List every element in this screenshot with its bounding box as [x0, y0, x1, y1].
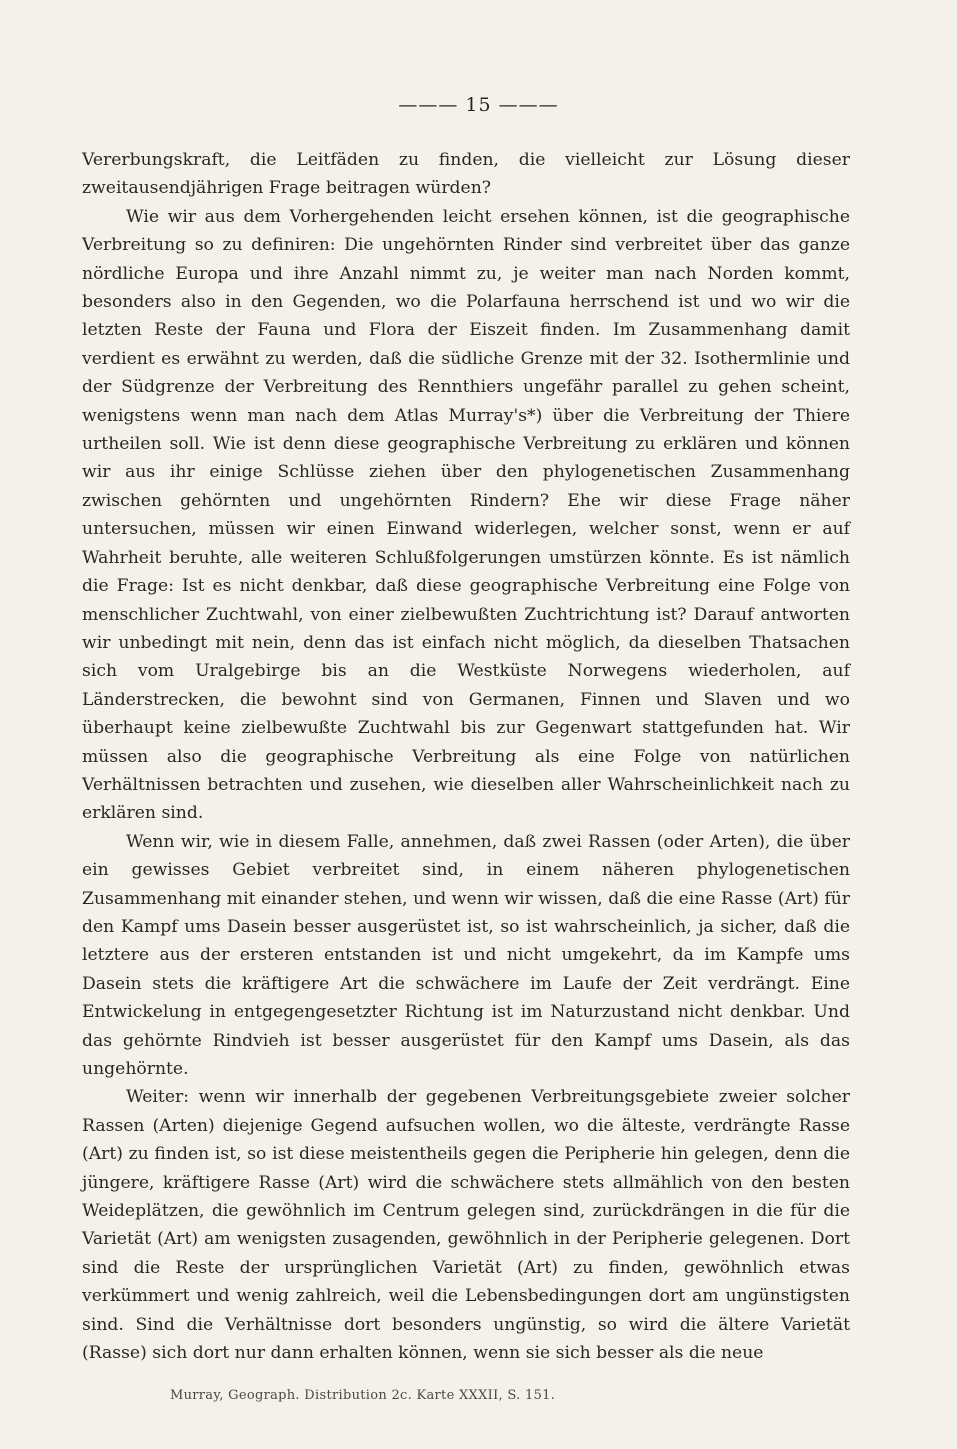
paragraph: Wie wir aus dem Vorhergehenden leicht ersehen können, ist die geographische Verbreitung so zu definiren: Die ungehörnten Rinder sind verbreitet über das ganze nördliche Europa und ihre Anzahl nimmt zu, je weiter man nach Norden kommt, besonders also in den Gegenden, wo die Polarfauna herrschend ist und wo wir die letzten Reste der Fauna und Flora der Eiszeit finden. Im Zusammenhang damit verdient es erwähnt zu werden, daß die südliche Grenze mit der 32. Isothermlinie und der Südgrenze der Verbreitung des Rennthiers ungefähr parallel zu gehen scheint, wenigstens wenn man nach dem Atlas Murray's*) über die Verbreitung der Thiere urtheilen soll. Wie ist denn diese geographische Verbreitung zu erklären und können wir aus ihr einige Schlüsse ziehen über den phylogenetischen Zusammenhang zwischen gehörnten und ungehörnten Rindern? Ehe wir diese Frage näher untersuchen, müssen wir einen Einwand widerlegen, welcher sonst, wenn er auf Wahrheit beruhte, alle weiteren Schlußfolgerungen umstürzen könnte. Es ist nämlich die Frage: Ist es nicht denkbar, daß diese geographische Verbreitung eine Folge von menschlicher Zuchtwahl, von einer zielbewußten Zuchtrichtung ist? Darauf antworten wir unbedingt mit nein, denn das ist einfach nicht möglich, da dieselben Thatsachen sich vom Uralgebirge bis an die Westküste Norwegens wiederholen, auf Länderstrecken, die bewohnt sind von Germanen, Finnen und Slaven und wo überhaupt keine zielbewußte Zuchtwahl bis zur Gegenwart stattgefunden hat. Wir müssen also die geographische Verbreitung als eine Folge von natürlichen Verhältnissen betrachten und zusehen, wie dieselben aller Wahrscheinlichkeit nach zu erklären sind.: [82, 206, 850, 824]
body-text: [82, 146, 850, 1367]
footnote: Murray, Geograph. Distribution 2c. Karte XXXII, S. 151.: [170, 1388, 556, 1403]
page-number: ——— 15 ———: [398, 94, 559, 116]
paragraph: Wenn wir, wie in diesem Falle, annehmen, daß zwei Rassen (oder Arten), die über ein gewisses Gebiet verbreitet sind, in einem näheren phylogenetischen Zusammenhang mit einander stehen, und wenn wir wissen, daß die eine Rasse (Art) für den Kampf ums Dasein besser ausgerüstet ist, so ist wahrscheinlich, ja sicher, daß die letztere aus der ersteren entstanden ist und nicht umgekehrt, da im Kampfe ums Dasein stets die kräftigere Art die schwächere im Laufe der Zeit verdrängt. Eine Entwickelung in entgegengesetzter Richtung ist im Naturzustand nicht denkbar. Und das gehörnte Rindvieh ist besser ausgerüstet für den Kampf ums Dasein, als das ungehörnte.: [82, 831, 850, 1079]
paragraph: Weiter: wenn wir innerhalb der gegebenen Verbreitungsgebiete zweier solcher Rassen (Arten) diejenige Gegend aufsuchen wollen, wo die älteste, verdrängte Rasse (Art) zu finden ist, so ist diese meistentheils gegen die Peripherie hin gelegen, denn die jüngere, kräftigere Rasse (Art) wird die schwächere stets allmählich von den besten Weideplätzen, die gewöhnlich im Centrum gelegen sind, zurückdrängen in die für die Varietät (Art) am wenigsten zusagenden, gewöhnlich in der Peripherie gelegenen. Dort sind die Reste der ursprünglichen Varietät (Art) zu finden, gewöhnlich etwas verkümmert und wenig zahlreich, weil die Lebensbedingungen dort am ungünstigsten sind. Sind die Verhältnisse dort besonders ungünstig, so wird die ältere Varietät (Rasse) sich dort nur dann erhalten können, wenn sie sich besser als die neue: [82, 1087, 850, 1364]
paragraph: Vererbungskraft, die Leitfäden zu finden, die vielleicht zur Lösung dieser zweitausendjährigen Frage beitragen würden?: [82, 150, 850, 199]
